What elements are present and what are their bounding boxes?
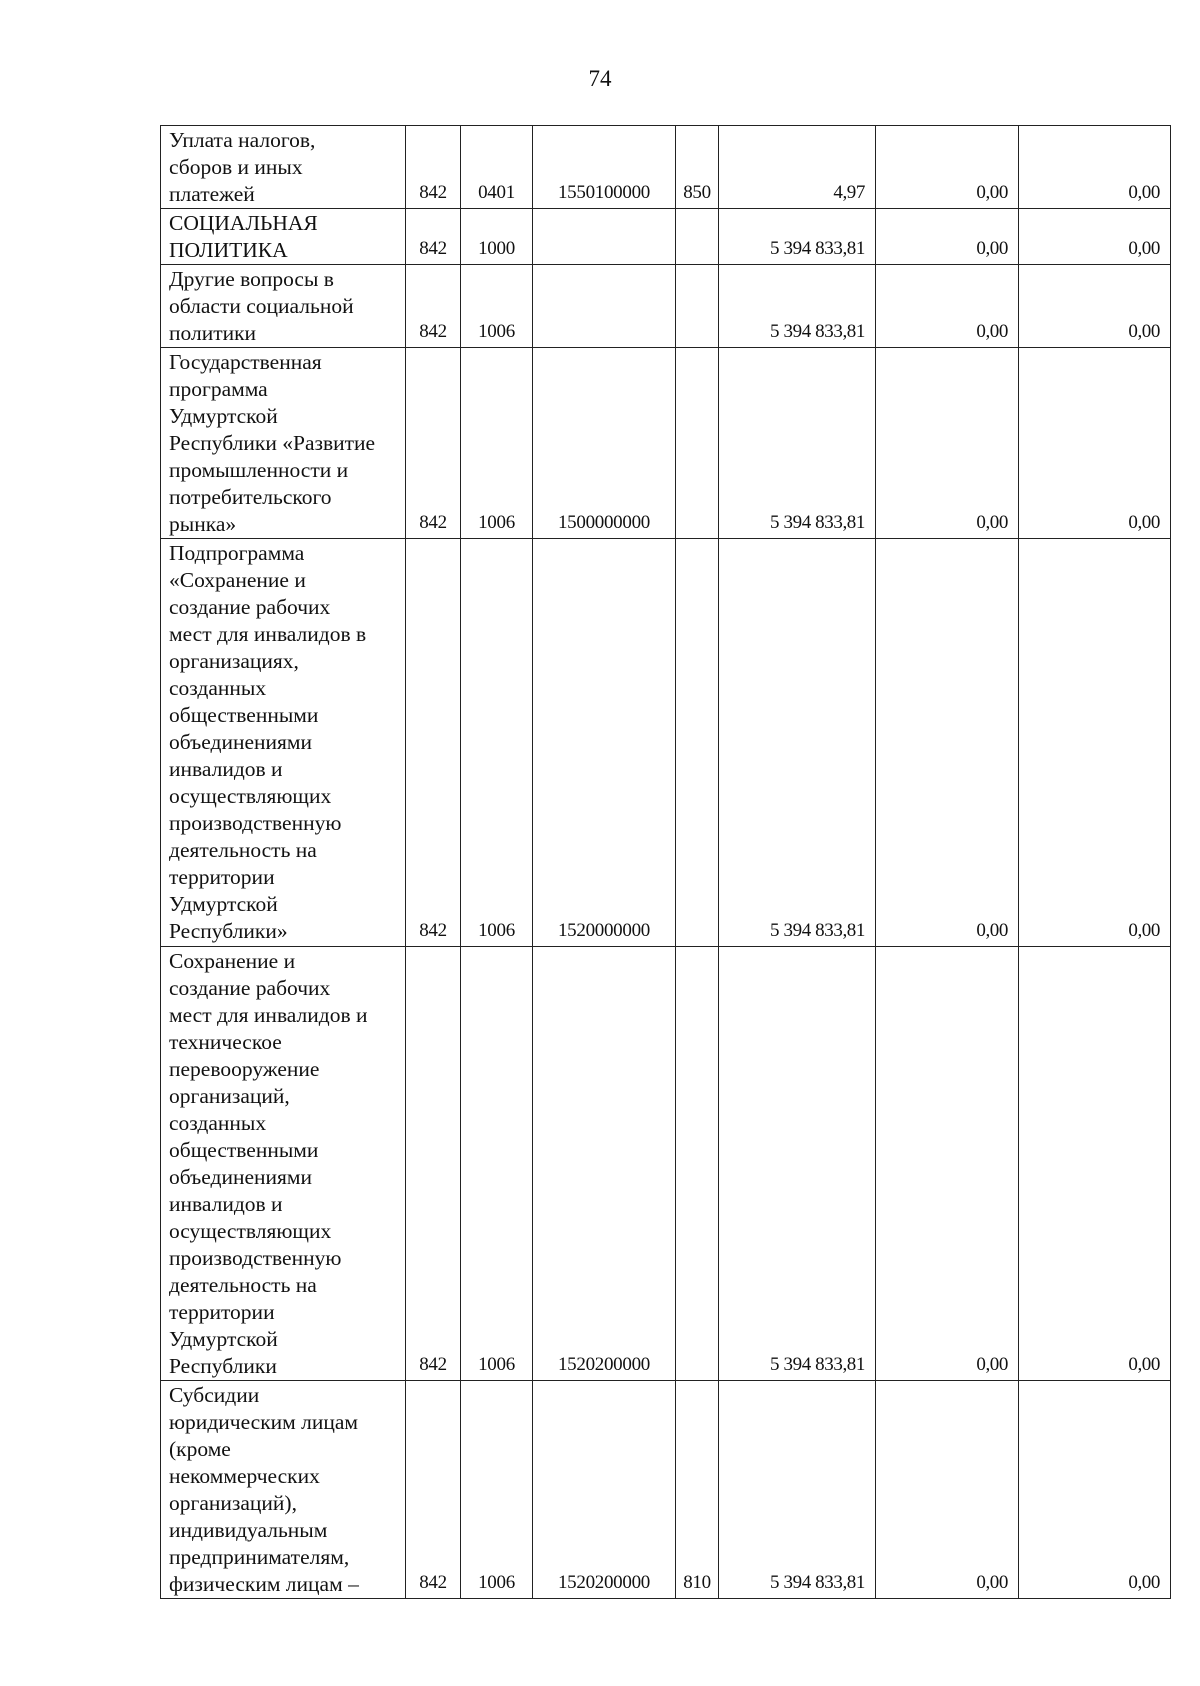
expense-type-cell [676,539,719,947]
row-name-cell: Государственная программа Удмуртской Республики «Развитие промышленности и потребительского рынка» [161,348,406,539]
row-name-cell: Другие вопросы в области социальной политики [161,265,406,348]
ministry-code-cell: 842 [406,265,461,348]
sum-1-cell: 5 394 833,81 [719,539,876,947]
sum-3-cell: 0,00 [1019,209,1171,265]
target-code-cell [533,209,676,265]
sum-1-cell: 5 394 833,81 [719,947,876,1381]
target-code-cell [533,265,676,348]
target-code-cell: 1520200000 [533,947,676,1381]
sum-3-cell: 0,00 [1019,539,1171,947]
table-row [161,265,1171,348]
sum-2-cell: 0,00 [876,209,1019,265]
sum-2-cell: 0,00 [876,126,1019,209]
table-row [161,126,1171,209]
sum-1-cell: 5 394 833,81 [719,348,876,539]
table-row [161,947,1171,1381]
sum-1-cell: 5 394 833,81 [719,209,876,265]
sum-1-cell: 5 394 833,81 [719,265,876,348]
section-code-cell: 0401 [461,126,533,209]
target-code-cell: 1500000000 [533,348,676,539]
budget-table [160,125,1171,1599]
row-name-cell: Сохранение и создание рабочих мест для инвалидов и техническое перевооружение организаций, созданных общественными объединениями инвалидов и осуществляющих производственную деятельность на территории Удмуртской Республики [161,947,406,1381]
target-code-cell: 1550100000 [533,126,676,209]
target-code-cell: 1520000000 [533,539,676,947]
section-code-cell: 1000 [461,209,533,265]
sum-3-cell: 0,00 [1019,1381,1171,1599]
table-row [161,1381,1171,1599]
row-name-cell: СОЦИАЛЬНАЯ ПОЛИТИКА [161,209,406,265]
sum-2-cell: 0,00 [876,348,1019,539]
expense-type-cell [676,209,719,265]
expense-type-cell [676,348,719,539]
row-name-cell: Подпрограмма «Сохранение и создание рабочих мест для инвалидов в организациях, созданных общественными объединениями инвалидов и осуществляющих производственную деятельность на территории Удмуртской Республики» [161,539,406,947]
expense-type-cell: 810 [676,1381,719,1599]
section-code-cell: 1006 [461,539,533,947]
sum-1-cell: 4,97 [719,126,876,209]
sum-2-cell: 0,00 [876,539,1019,947]
row-name-cell: Субсидии юридическим лицам (кроме некоммерческих организаций), индивидуальным предпринимателям, физическим лицам – [161,1381,406,1599]
target-code-cell: 1520200000 [533,1381,676,1599]
expense-type-cell: 850 [676,126,719,209]
table-row [161,348,1171,539]
ministry-code-cell: 842 [406,539,461,947]
sum-2-cell: 0,00 [876,947,1019,1381]
page-number: 74 [588,66,612,91]
sum-2-cell: 0,00 [876,1381,1019,1599]
section-code-cell: 1006 [461,947,533,1381]
expense-type-cell [676,265,719,348]
section-code-cell: 1006 [461,1381,533,1599]
sum-3-cell: 0,00 [1019,126,1171,209]
sum-3-cell: 0,00 [1019,348,1171,539]
ministry-code-cell: 842 [406,348,461,539]
sum-3-cell: 0,00 [1019,265,1171,348]
sum-1-cell: 5 394 833,81 [719,1381,876,1599]
table-row [161,209,1171,265]
row-name-cell: Уплата налогов, сборов и иных платежей [161,126,406,209]
ministry-code-cell: 842 [406,947,461,1381]
table-row [161,539,1171,947]
section-code-cell: 1006 [461,265,533,348]
section-code-cell: 1006 [461,348,533,539]
sum-3-cell: 0,00 [1019,947,1171,1381]
expense-type-cell [676,947,719,1381]
sum-2-cell: 0,00 [876,265,1019,348]
ministry-code-cell: 842 [406,209,461,265]
ministry-code-cell: 842 [406,1381,461,1599]
ministry-code-cell: 842 [406,126,461,209]
